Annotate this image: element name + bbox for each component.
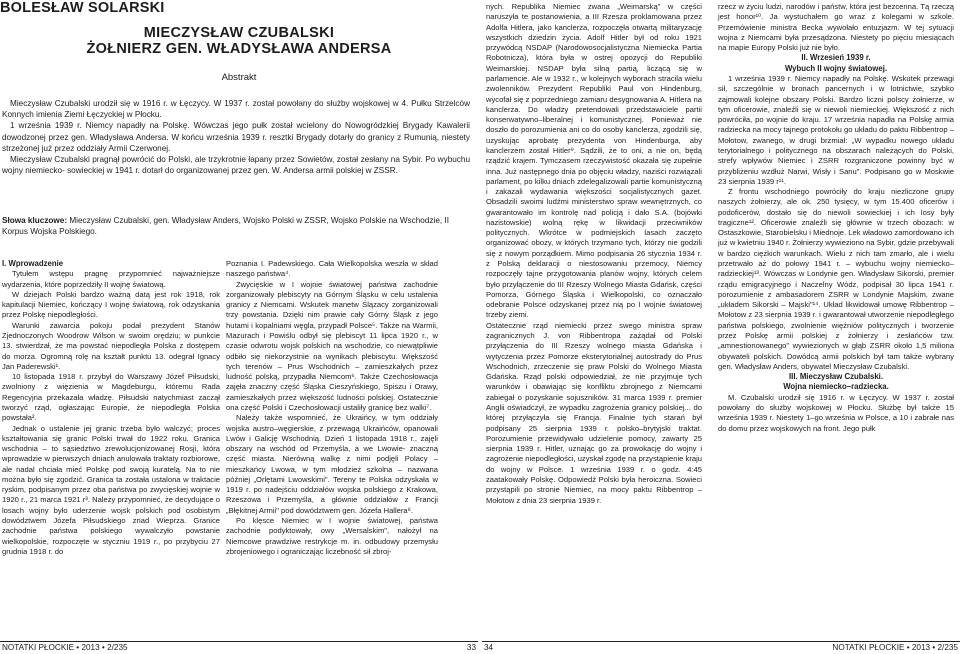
right-column-2 <box>718 2 954 434</box>
body-paragraph: nych. Republika Niemiec zwana „Weimarską" w części naruszyła te postanowienia, a III Rzesza proklamowana przez Adolfa Hitlera, jako kanclerza, rozpoczęła otwartą militaryzację wszystkich dziedzin życia. Adolf Hitler był od roku 1921 przywódcą NSDAP (Narodowosocjalistyczna Niemiecka Partia Robotnicza), która była w ostrej opozycji do Republiki Weimarskiej. NSDAP była silną partią, liczącą się w parlamencie. Ale w 1932 r., w kolejnych wyborach stracila wielu zwolenników. Prezydent Republiki Paul von Hindenburg, wycofał się z poprzedniego zamiaru desygnowania A. Hitlera na kanclerza. Do władzy pretendowali przedstawiciele partii konserwatywno–liberalnej i komunistycznej. Ponieważ nie doszło do porozumienia ani co do osoby kanclerza, zgodzili się, uzyskując aprobatę prezydenta von Hindenburga, aby kanclerzem został Hitler⁹. Sądzili, że to oni, a nie on, będą rządzić krajem. Tymczasem rzeczywistość okazała się zupełnie inna. Już następnego dnia po objęciu władzy, naziści rozwiązali parlament, po kilku dniach zdelegalizowali partie komunistyczną i zakazali wydawania większości socjalistycznych gazet. Obsadzili swoimi ludźmi ministerstwo spraw wewnętrznych, co gwarantowało im kontrolę nad policją i dało S.A. (bojówki nazistowskie) wolną rękę w likwidacji przeciwników politycznych. Wkrótce w podmiejskich lasach zaczęto organizować obozy, w których trzymano tych, którzy nie godzili się z nowym porządkiem. Mimo podpisania 26 stycznia 1934 r. z Polską deklaracji o niestosowaniu przemocy, Niemcy rozpoczęły tajne przygotowania planów wojny, których celem było przyłączenie do III Rzeszy Wolnego Miasta Gdańsk, części Pomorza, Górnego Śląska i Wielkopolski, co oznaczało odebranie Polsce odzyskanej przez nią po I wojnie światowej trzeby ziemi. Ostatecznie rząd niemiecki przez swego ministra spraw zagranicznych J. von Ribbentropa zażądał od Polski przyłączenia do III Rzeszy wolnego miasta Gdańska i wytyczenia przez Pomorze eksterytorialnej autostrady do Prus Wschodnich, zrzeczenie się praw Polski do Wolnego Miasta Gdańska. Rząd polski odpowiedział, że nie przyjmuje tych warunków i obawiając się konfliktu zbrojnego z Niemcami zabiegał o pozyskanie sojuszników. 31 marca 1939 r. premier Anglii oświadczył, że wypadku zagrożenia granicy polskiej... do której przyłączyła się Francja. Finalnie tych starań był podpisany 25 sierpnia 1939 r. polsko–brytyjski traktat. Porozumienie przewidywało udzielenie pomocy, zawarty 25 sierpnia 1939 r. Hitler, uznając go za prowokację do wojny i zagrożenie niepodległości, uzyskał zgodę na przystąpienie kraju do wojny w Polsce. 1 września 1939 r. o godz. 4:45 zaatakowały Polskę. Odpowiedź Polski była heroiczna. Sowieci przystąpili po stronie Niemiec, na mocy paktu Ribbentrop – Mołotow z dnia 23 sierpnia 1939 r. <box>486 2 702 505</box>
body-paragraph: W dziejach Polski bardzo ważną datą jest rok 1918, rok kapitulacji Niemiec, kończący I wojnę światową, rok odzyskania przez Polskę niepodległości. <box>2 289 220 320</box>
section-subheading: Wojna niemiecko–radziecka. <box>783 382 889 392</box>
body-paragraph: 1 września 1939 r. Niemcy napadły na Polskę. Wskutek przewagi sił, szczególnie w bronach pancernych i w lotnictwie, szybko zajmowali kolejne obszary Polski. Bardzo liczni polscy żołnierze, w tym oficerowie, znaleźli się w niewoli niemieckiej. Większość z nich powróciła, po wojnie do kraju. 17 września napadła na Polskę armia radziecka na mocy tajnego protokołu go układu do paktu Ribbentrop – Mołotow, zwanego, w drugi brzmiał: „W wypadku nowego układu terytorialnego i politycznego na obszarach należących do Polski, strefy wpływów Niemiec i ZSRR rozgraniczone powinny być w przybliżeniu wzdłuż Narwi, Wisły i Sanu". Podpisano go w Moskwie 23 sierpnia 1939 r¹¹. <box>718 73 954 186</box>
abstract-paragraph: Mieczysław Czubalski pragnął powrócić do Polski, ale trzykrotnie łapany przez Sowietów, został zesłany na Sybir. Po wybuchu wojny niemiecko- sowieckiej w 1941 r. dotarł do organizowanej przez gen. W. Andersa armii polskiej w ZSSR. <box>2 155 470 176</box>
journal-footer: NOTATKI PŁOCKIE • 2013 • 2/235 <box>832 643 958 652</box>
abstract-paragraph: Mieczysław Czubalski urodził się w 1916 r. w Łęczycy. W 1937 r. został powołany do służby wojskowej w 4. Pułku Strzelców Konnych imienia Ziemi Łęczyckiej w Płocku. <box>2 99 470 120</box>
author-name: BOLESŁAW SOLARSKI <box>0 0 165 16</box>
body-paragraph: Jednak o ustalenie jej granic trzeba było walczyć; proces kształtowania się granic Polski trwał do 1922 roku. Granica wschodnia – to sąsiedztwo zrewolucjonizowanej Rosji, która wprowadzie w pierwszych dniach anulowała traktaty rozbiorowe, ale nadal chciała mieć Polskę pod swoją kuratelą. Na to nie można było się zgodzić. Granica ta została ustalona w traktacie ryskim, podpisanym przez oba państwa po zwycięskiej wojnie w 1920 r., 21 marca 1921 r³. Należy przypomnieć, że decydujące o losach wojny było uderzenie wojsk polskich pod osobistym dowództwem Józefa Piłsudskiego znad Wieprza. Granice zachodnie państwa polskiego wywalczyło powstanie wielkopolskie, rozpoczęte w styczniu 1919 r., po przybyciu 27 grudnia 1918 r. do <box>2 423 220 556</box>
journal-footer: NOTATKI PŁOCKIE • 2013 • 2/235 <box>2 643 128 652</box>
right-column-1 <box>486 2 702 506</box>
body-paragraph: Zwycięskie w I wojnie światowej państwa zachodnie zorganizowały plebiscyty na Górnym Śląsku w celu ustalenia granicy z Niemcami. Wskutek manetw Ślązacy zorganizowali trzy powstania. Dzięki nim prawie cały Górny Śląsk z jego hutami i kopalniami węgla, przypadł Polsce⁵. Także na Warmii, Mazurach i Powiślu odbył się plebiscyt 11 lipca 1920 r., w czasie odwrotu wojsk polskich na wschodzie, co niewątpliwie odbiło się niekorzystnie na wynikach plebiscytu. Większość tych terenów – Prus Wschodnich – zamieszkałych przez ludność polską, przypadła Niemcom⁶. Także Czechosłowacja zajęła znaczny część Śląska Cieszyńskiego, Spiszu i Orawy, zamieszkałych przez większość ludności polskiej. Ostatecznie ona część Polski i Czechosłowacji ustaliły granicę bez walki⁷. <box>226 279 438 412</box>
abstract-heading: Abstrakt <box>221 72 257 83</box>
article-title-line2: ŻOŁNIERZ GEN. WŁADYSŁAWA ANDERSA <box>86 41 392 57</box>
body-paragraph: 10 listopada 1918 r. przybył do Warszawy Józef Piłsudski, zwolniony z więzienia w Magdeburgu, któremu Rada Regencyjna przekazała władzę. Piłsudski natychmiast zaczął tworzyć rząd, ogłaszając Europie, że niepodległa Polska powstała². <box>2 372 220 423</box>
body-paragraph: Warunki zawarcia pokoju podał prezydent Stanów Zjednoczonych Woodrow Wilson w swoim orędziu; w punkcie 13. stwierdzał, że ma powstać niepodległa Polska z dostępem do morza. Ogromną rolę na kształt punktu 13. odegrał Ignacy Jan Paderewski¹. <box>2 320 220 371</box>
body-paragraph: Po klęsce Niemiec w I wojnie światowej, państwa zachodnie podyktowały, owy „Wersalskim", nałożył na Niemcowe prawdziwe restrykcje m. in. odbudowy przemysłu zbrojeniowego i ograniczając liczebność sił zbroj- <box>226 516 438 556</box>
keywords-label: Słowa kluczowe: <box>2 216 68 225</box>
body-paragraph: rzecz w życiu ludzi, narodów i państw, która jest bezcenna. Tą rzeczą jest honor¹⁰. Ja wystuchałem go wraz z kolegami w szkole. Przemówienie ministra Becka wywołało entuzjazm. W tej sytuacji wojna z Niemcami była przesądzona. Niestety po pięciu miesiącach na mapie Europy Polski już nie było. <box>718 2 954 53</box>
page-footer <box>0 641 478 654</box>
body-paragraph: Należy także wspomnieć, że Ukraińcy, w tym oddziały wojska austro–węgierskie, z przewagą Ukraińców, opanowali Lwów i Galicję Wschodnią. Dzień 1 listopada 1918 r., zajęli obszary na wschód od Przemyśla, a we Lwowie- znaczną część miasta. Nierówną walkę z nimi podjęli Polacy – mieszkańcy Lwowa, w tym młodzież szkolna – nazwana później „Orlętami Lwowskimi". Tereny te Polska odzyskała w 1919 r. po nadejściu oddziałów wojska polskiego z Krakowa, Rzeszowa i Przemyśla, a głównie oddziałów z Francji „Błękitnej Armii" pod dowództwem gen. Józefa Hallera⁸. <box>226 413 438 515</box>
body-paragraph: Z frontu wschodniego powróciły do kraju niezliczone grupy naszych żołnierzy, ale ok. 250 tysięcy, w tym 15.400 oficerów i podoficerów, dostało się do niewoli sowieckiej i ich losy były tragiczne¹². Oficerowie znaleźli się głównie w trzech obozach: w Ostaszkowie, Starobielsku i Miednoje. Lek władowo zamordowano ich już w kwietniu 1940 r. Żołnierzy wywieziono na Sybir, gdzie przebywali w bardzo ciężkich warunkach. Wielu z nich tam zmarło, ale i wielu przetrwało aż do połowy 1941 r. – wybuchu wojny niemiecko–radzieckiej¹³. Wówczas w Londynie gen. Władysław Sikorski, premier rządu emigracyjnego i Naczelny Wódz, podpisał 30 lipca 1941 r. porozumienie z ambasadorem ZSRR w Londynie Majskim, zwane „układem Sikorski – Majski"¹⁴. Układ likwidował umowę Ribbentrop – Mołotow z 23 sierpnia 1939 r. i gwarantował utworzenie niepodległego państwa polskiego, zwolnienie więźniów politycznych i tworzenie przez Polskę armii polskiej z żołnierzy i zesłańców tzw. „amnestionowanego" wywiezionych w głąb ZSRR około 1,5 miliona obywateli polskich. Dowódcą armii polskich był tam także wybrany gen. Władysław Anders, obywatel Mieczysław Czubalski. <box>718 187 954 371</box>
left-column-1 <box>2 259 220 557</box>
page-footer <box>482 641 960 654</box>
abstract-paragraph: 1 września 1939 r. Niemcy napadły na Polskę. Wówczas jego pułk został wcielony do Nowogródzkiej Brygady Kawalerii dowodzonej przez gen. Władysława Andersa. W końcu września 1939 r. resztki Brygady dotarły do granicy z Rumunią, niestety strzeżonej już przez oddziały Armii Czerwonej. <box>2 121 470 153</box>
left-column-2 <box>226 259 438 557</box>
section-heading: III. Mieczysław Czubalski. <box>788 372 884 382</box>
section-subheading: Wybuch II wojny światowej. <box>784 63 888 73</box>
section-heading: I. Wprowadzenie <box>2 259 64 268</box>
article-title-line1: MIECZYSŁAW CZUBALSKI <box>143 25 335 41</box>
body-paragraph: Poznania I. Padewskiego. Cała Wielkopolska weszła w skład naszego państwa⁴. <box>226 259 438 279</box>
body-paragraph: Tytułem wstępu pragnę przypomnieć najważniejsze wydarzenia, które poprzedziły II wojnę światową. <box>2 269 220 289</box>
right-page <box>482 0 960 654</box>
page-number: 33 <box>466 643 476 652</box>
keywords-text: Mieczysław Czubalski, gen. Władysław Anders, Wojsko Polski w ZSSR, Wojsko Polskie na Wschodzie, II Korpus Wojska Polskiego. <box>2 216 449 237</box>
body-paragraph: M. Czubalski urodził się 1916 r. w Łęczycy. W 1937 r. został powołany do służby wojskowej w Płocku. Służbę był także 15 września 1939 r. Niestety 1–go września w Polsce, a 10 i zabrałe nas do domu przez wojskowych na front. Jego pułk <box>718 392 954 433</box>
abstract-body <box>2 98 470 176</box>
keywords <box>2 215 470 237</box>
section-heading: II. Wrzesień 1939 r. <box>801 53 871 63</box>
left-page <box>0 0 478 654</box>
page-number: 34 <box>484 643 494 652</box>
